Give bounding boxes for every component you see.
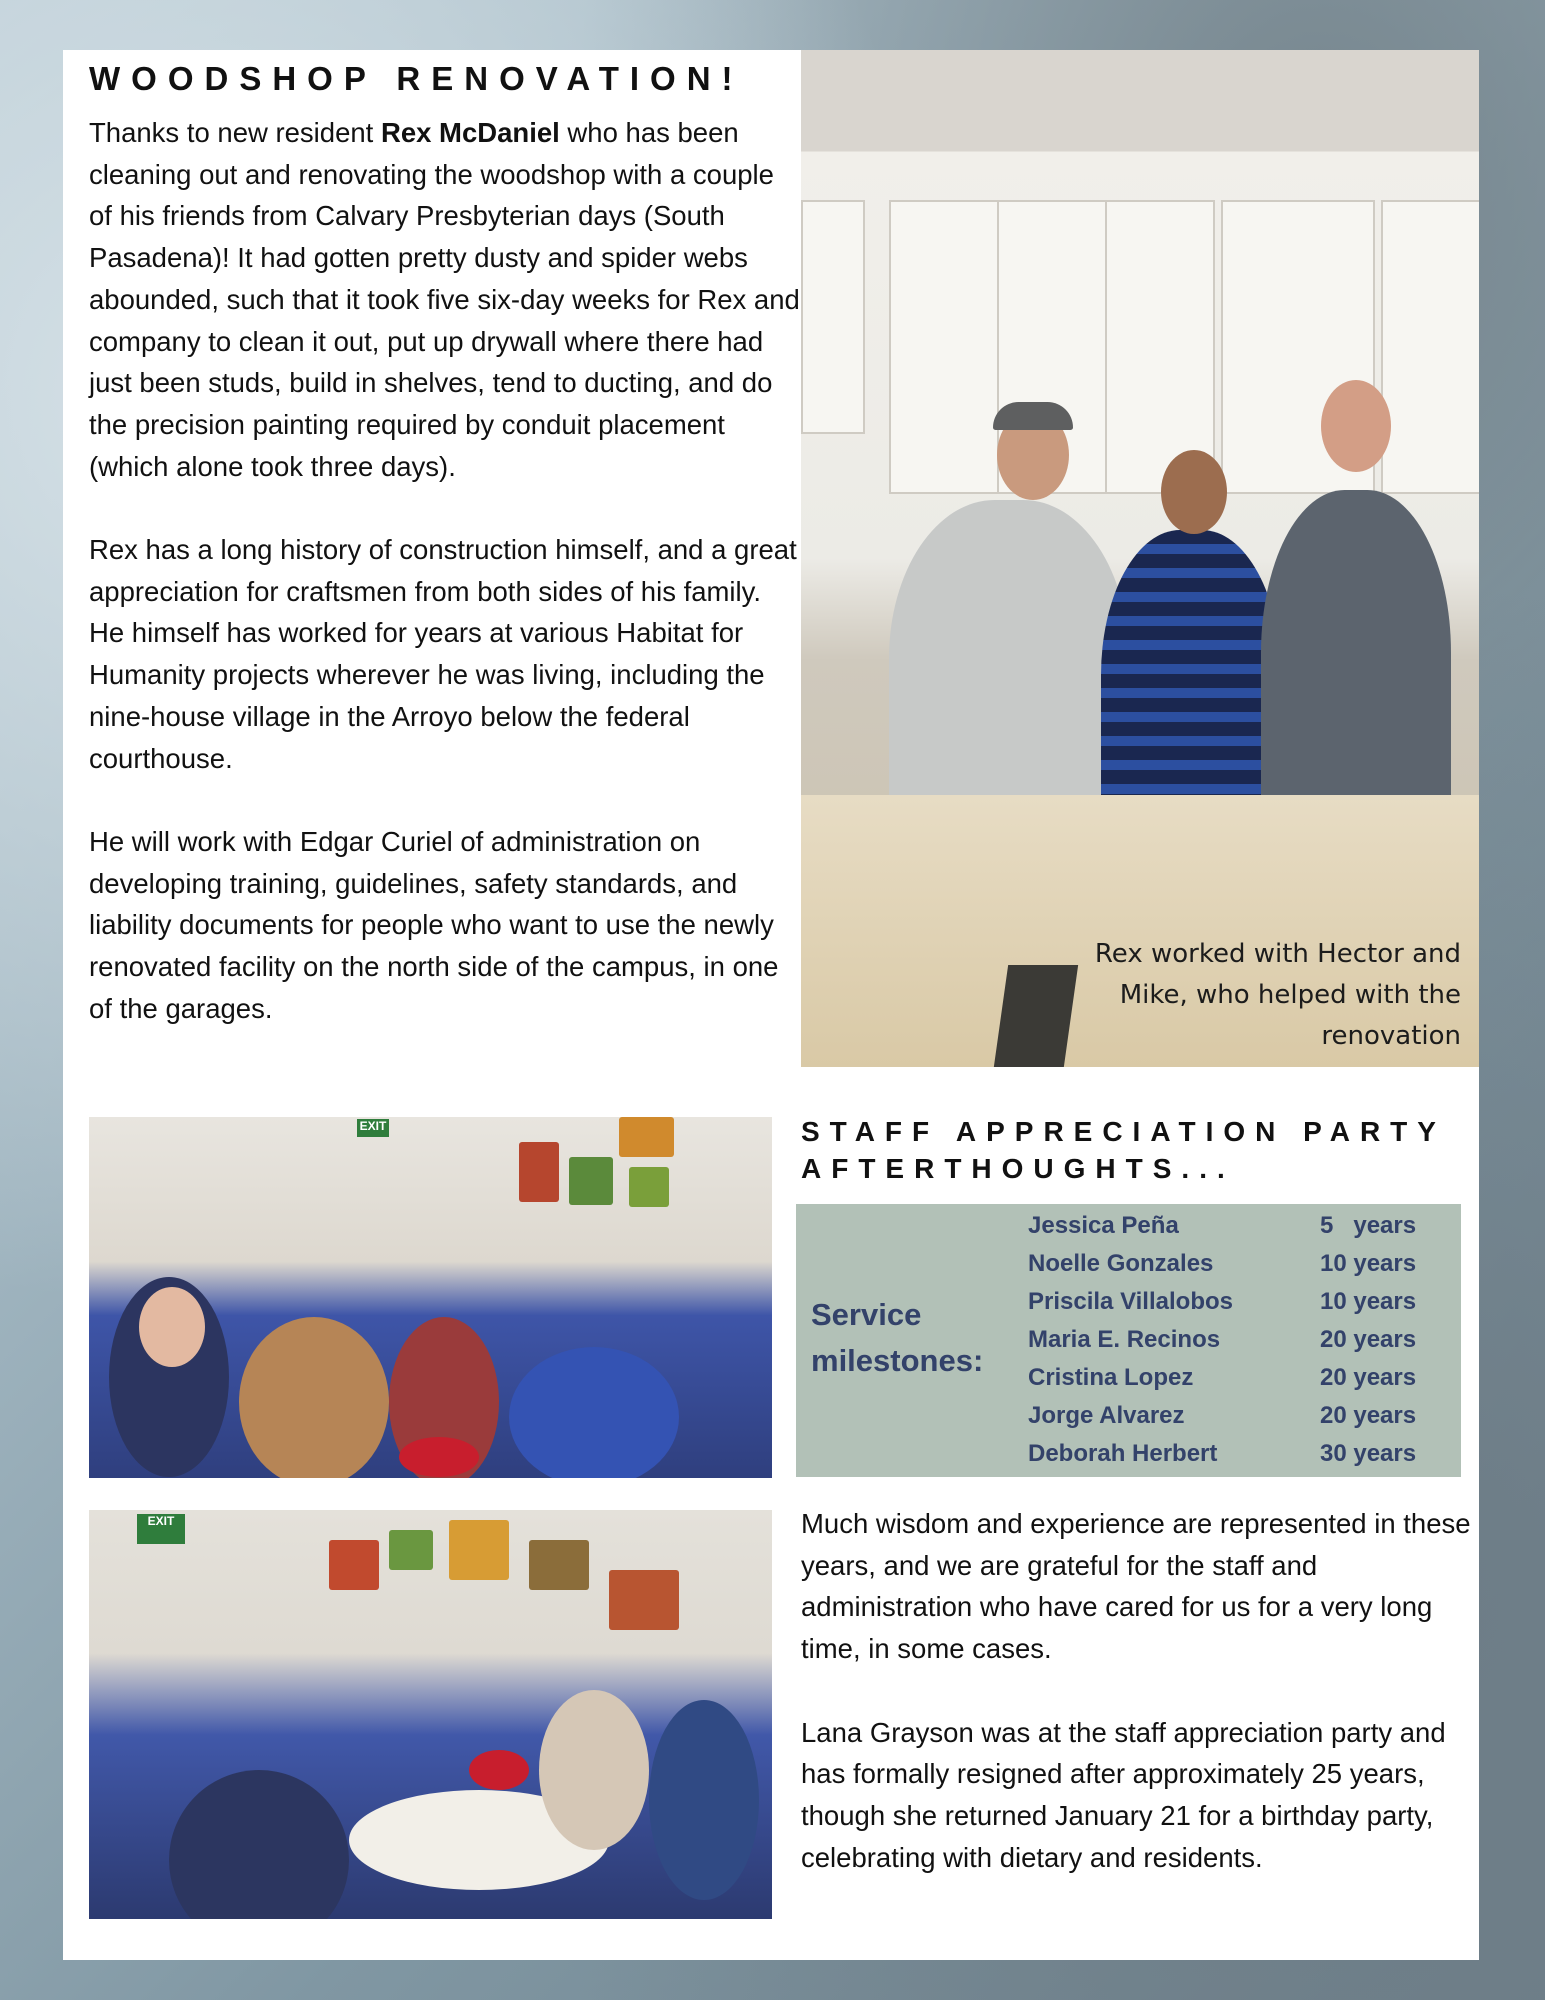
cap: [993, 402, 1073, 430]
wall-art: [519, 1142, 559, 1202]
exit-sign: EXIT: [137, 1514, 185, 1544]
staff-name: Cristina Lopez: [1028, 1364, 1194, 1391]
staff-party-title: [801, 1113, 1451, 1187]
cabinet-door: [1381, 200, 1479, 494]
person-head: [139, 1287, 205, 1367]
flowers: [399, 1437, 479, 1477]
person-mike-head: [1321, 380, 1391, 472]
person: [509, 1347, 679, 1478]
service-years: 10 years: [1320, 1288, 1417, 1315]
staff-name: Maria E. Recinos: [1028, 1326, 1221, 1353]
staff-title-line-1: STAFF APPRECIATION PARTY: [801, 1116, 1446, 1147]
resident-name: Rex McDaniel: [380, 117, 560, 148]
person: [169, 1770, 349, 1919]
staff-name: Deborah Herbert: [1028, 1440, 1218, 1467]
woodshop-paragraph-1: [89, 112, 801, 487]
staff-party-photo-1: [89, 1117, 772, 1478]
wall-art: [629, 1167, 669, 1207]
woodshop-p1-rest: who has been cleaning out and renovating the woodshop with a couple of his friends from Calvary Presbyterian days (South Pasadena)! It had gotten pretty dusty and spider webs abounded, such that it took five six-day weeks for Rex and company to clean it out, put up drywall where there had just been studs, build in shelves, tend to ducting, and do the precision painting required by conduit placement (which alone took three days).: [89, 117, 800, 482]
flowers: [469, 1750, 529, 1790]
woodshop-title: WOODSHOP RENOVATION!: [89, 60, 744, 97]
staff-name: Priscila Villalobos: [1028, 1288, 1233, 1315]
exit-sign: EXIT: [357, 1119, 389, 1137]
milestone-row: [1028, 1208, 1448, 1246]
woodshop-p1-intro: Thanks to new resident: [89, 117, 381, 148]
wall-art: [569, 1157, 613, 1205]
milestone-row: [1028, 1360, 1448, 1398]
woodshop-paragraph-2: Rex has a long history of construction himself, and a great appreciation for craftsmen from both sides of his family. He himself has worked for years at various Habitat for Humanity projects wherever he was living, including the nine-house village in the Arroyo below the federal courthouse.: [89, 534, 797, 774]
service-years: 20 years: [1320, 1364, 1417, 1391]
milestone-row: [1028, 1246, 1448, 1284]
woodshop-photo: [801, 50, 1479, 1067]
wall-art: [609, 1570, 679, 1630]
milestone-row: [1028, 1398, 1448, 1436]
person: [649, 1700, 759, 1900]
service-years: 5 years: [1320, 1212, 1417, 1239]
staff-name: Noelle Gonzales: [1028, 1250, 1214, 1277]
service-milestones-table: [796, 1204, 1461, 1477]
staff-party-photo-2: [89, 1510, 772, 1919]
woodshop-paragraph-3: He will work with Edgar Curiel of administration on developing training, guidelines, safety standards, and liability documents for people who want to use the newly renovated facility on the north side of the campus, in one of the garages.: [89, 825, 779, 1024]
service-years: 20 years: [1320, 1402, 1417, 1429]
wall-art: [389, 1530, 433, 1570]
staff-party-article: [801, 1503, 1481, 1878]
service-years: 20 years: [1320, 1326, 1417, 1353]
service-years: 10 years: [1320, 1250, 1417, 1277]
staff-paragraph-2: Lana Grayson was at the staff appreciation party and has formally resigned after approximately 25 years, though she returned January 21 for a birthday party, celebrating with dietary and residents.: [801, 1716, 1446, 1873]
wall-art: [449, 1520, 509, 1580]
person: [239, 1317, 389, 1478]
wall-art: [529, 1540, 589, 1590]
staff-paragraph-1: Much wisdom and experience are represented in these years, and we are grateful for the staff and administration who have cared for us for a very long time, in some cases.: [801, 1508, 1471, 1665]
staff-name: Jessica Peña: [1028, 1212, 1179, 1239]
service-years: 30 years: [1320, 1440, 1417, 1467]
woodshop-article: [89, 112, 801, 1029]
woodshop-photo-caption: Rex worked with Hector and Mike, who helped with the renovation: [1094, 939, 1461, 1051]
milestones-label: Service milestones:: [811, 1297, 984, 1378]
cabinet-door: [889, 200, 999, 494]
milestone-row: [1028, 1436, 1448, 1474]
wall-art: [619, 1117, 674, 1157]
staff-title-line-2: AFTERTHOUGHTS...: [801, 1153, 1235, 1184]
cabinet-left: [801, 200, 865, 434]
milestone-row: [1028, 1284, 1448, 1322]
milestone-row: [1028, 1322, 1448, 1360]
staff-name: Jorge Alvarez: [1028, 1402, 1185, 1429]
person: [539, 1690, 649, 1850]
wall-art: [329, 1540, 379, 1590]
person-hector-head: [1161, 450, 1227, 534]
